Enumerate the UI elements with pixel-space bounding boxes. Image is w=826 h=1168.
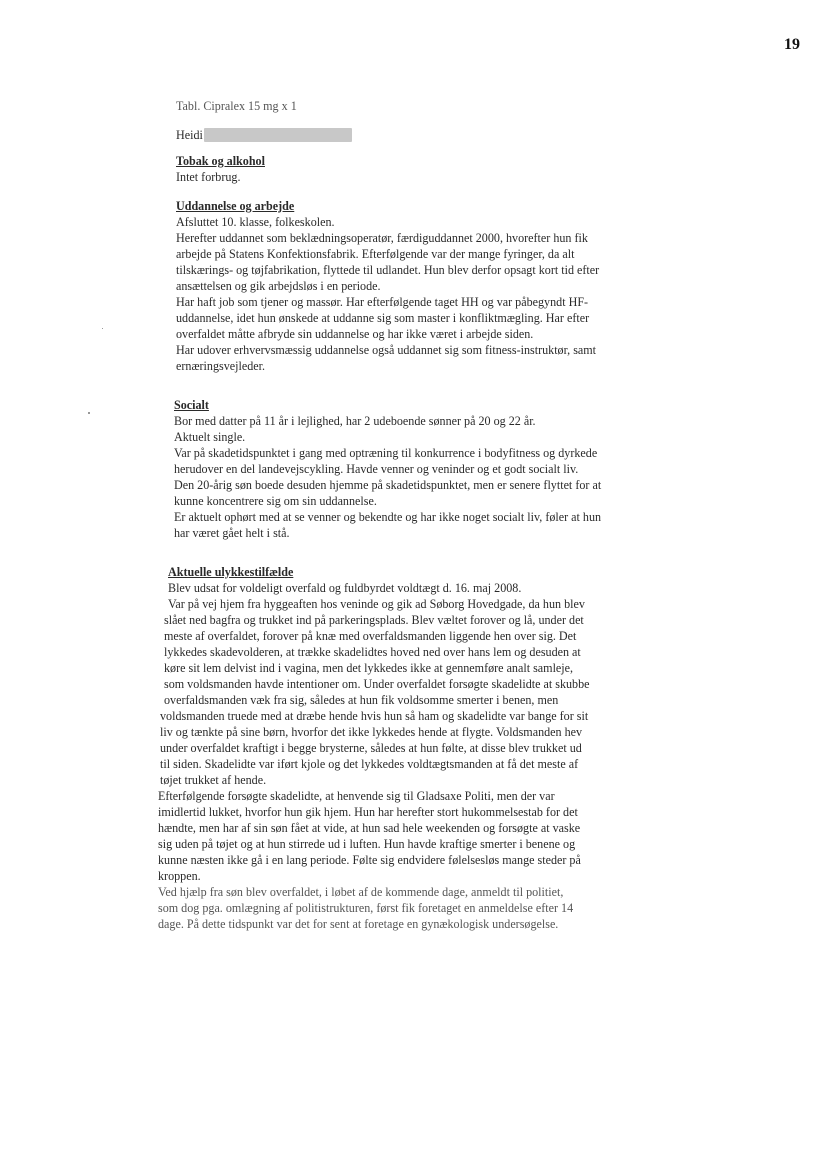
section-line: arbejde på Statens Konfektionsfabrik. Efterfølgende var der mange fyringer, da alt [176, 247, 575, 261]
section-line: Har udover erhvervsmæssig uddannelse også uddannet sig som fitness-instruktør, samt [176, 343, 597, 357]
section-socialt [158, 397, 686, 541]
section-uddannelse [158, 198, 686, 374]
section-line: Intet forbrug. [176, 170, 241, 184]
section-line: Er aktuelt ophørt med at se venner og bekendte og har ikke noget socialt liv, føler at hun [174, 510, 602, 524]
document-body [158, 98, 686, 932]
section-line: overfaldsmanden væk fra sig, således at hun fik voldsomme smerter i benen, men [164, 693, 559, 707]
section-heading: Socialt [174, 398, 209, 412]
section-line: som dog pga. omlægning af politistrukturen, først fik foretaget en anmeldelse efter 14 [158, 901, 574, 915]
scan-speck [88, 412, 90, 414]
section-line: overfaldet måtte afbryde sin uddannelse og har ikke været i arbejde siden. [176, 327, 534, 341]
section-line: Bor med datter på 11 år i lejlighed, har 2 udeboende sønner på 20 og 22 år. [174, 414, 536, 428]
redaction-bar [204, 128, 352, 142]
signature-line [158, 127, 686, 143]
section-line: lykkedes skadevolderen, at trække skadelidtes hoved ned over hans lem og desuden at [164, 645, 581, 659]
section-line: Afsluttet 10. klasse, folkeskolen. [176, 215, 335, 229]
section-line: uddannelse, idet hun ønskede at uddanne sig som master i konfliktmægling. Har efter [176, 311, 590, 325]
section-line: tilskærings- og tøjfabrikation, flyttede til udlandet. Hun blev derfor opsagt kort tid efter [176, 263, 600, 277]
section-line: liv og tænkte på sine børn, hvorfor det ikke lykkedes hende at flygte. Voldsmanden hev [160, 725, 583, 739]
section-line: slået ned bagfra og trukket ind på parkeringsplads. Blev væltet forover og lå, under det [164, 613, 584, 627]
section-line: dage. På dette tidspunkt var det for sent at foretage en gynækologisk undersøgelse. [158, 917, 559, 931]
section-line: imidlertid lukket, hvorfor hun gik hjem. Hun har herefter stort hukommelsestab for det [158, 805, 578, 819]
section-line: herudover en del landevejscykling. Havde venner og veninder og et godt socialt liv. [174, 462, 579, 476]
medication-line: Tabl. Cipralex 15 mg x 1 [176, 99, 297, 113]
section-line: Ved hjælp fra søn blev overfaldet, i løbet af de kommende dage, anmeldt til politiet, [158, 885, 564, 899]
section-line: ansættelsen og gik arbejdsløs i en periode. [176, 279, 381, 293]
section-line: kunne koncentrere sig om sin uddannelse. [174, 494, 377, 508]
section-line: sig uden på tøjet og at hun stirrede ud i luften. Hun havde kraftige smerter i benene og [158, 837, 576, 851]
section-line: tøjet trukket af hende. [160, 773, 267, 787]
section-line: Herefter uddannet som beklædningsoperatør, færdiguddannet 2000, hvorefter hun fik [176, 231, 588, 245]
section-line: køre sit lem delvist ind i vagina, men det lykkedes ikke at gennemføre analt samleje, [164, 661, 574, 675]
section-line: til siden. Skadelidte var iført kjole og det lykkedes voldtægtsmanden at få det meste af [160, 757, 579, 771]
section-line: kroppen. [158, 869, 201, 883]
section-heading: Uddannelse og arbejde [176, 199, 295, 213]
section-line: Aktuelt single. [174, 430, 246, 444]
section-line: meste af overfaldet, forover på knæ med overfaldsmanden liggende hen over sig. Det [164, 629, 577, 643]
section-line: Har haft job som tjener og massør. Har efterfølgende taget HH og var påbegyndt HF- [176, 295, 589, 309]
page-number: 19 [784, 36, 800, 53]
section-line: hændte, men har af sin søn fået at vide, at hun sad hele weekenden og forsøgte at vaske [158, 821, 581, 835]
section-line: kunne næsten ikke gå i en lang periode. Følte sig endvidere følelsesløs mange steder på [158, 853, 581, 867]
section-heading: Tobak og alkohol [176, 154, 265, 168]
section-line: Blev udsat for voldeligt overfald og fuldbyrdet voldtægt d. 16. maj 2008. [168, 581, 522, 595]
section-line: som voldsmanden havde intentioner om. Under overfaldet forsøgte skadelidte at skubbe [164, 677, 590, 691]
section-tobak [158, 153, 686, 185]
signature-name: Heidi [176, 128, 203, 142]
section-line: under overfaldet kraftigt i begge brysterne, således at hun følte, at disse blev trukket ud [160, 741, 582, 755]
section-line: Efterfølgende forsøgte skadelidte, at henvende sig til Gladsaxe Politi, men der var [158, 789, 555, 803]
section-line: Den 20-årig søn boede desuden hjemme på skadetidspunktet, men er senere flyttet for at [174, 478, 602, 492]
section-line: har været gået helt i stå. [174, 526, 290, 540]
section-line: Var på skadetidspunktet i gang med optræning til konkurrence i bodyfitness og dyrkede [174, 446, 598, 460]
section-ulykke [158, 564, 686, 932]
section-line: ernæringsvejleder. [176, 359, 265, 373]
section-heading: Aktuelle ulykkestilfælde [168, 565, 294, 579]
section-line: Var på vej hjem fra hyggeaften hos veninde og gik ad Søborg Hovedgade, da hun blev [168, 597, 585, 611]
scan-speck [102, 328, 103, 329]
section-line: voldsmanden truede med at dræbe hende hvis hun så ham og skadelidte var bange for sit [160, 709, 589, 723]
